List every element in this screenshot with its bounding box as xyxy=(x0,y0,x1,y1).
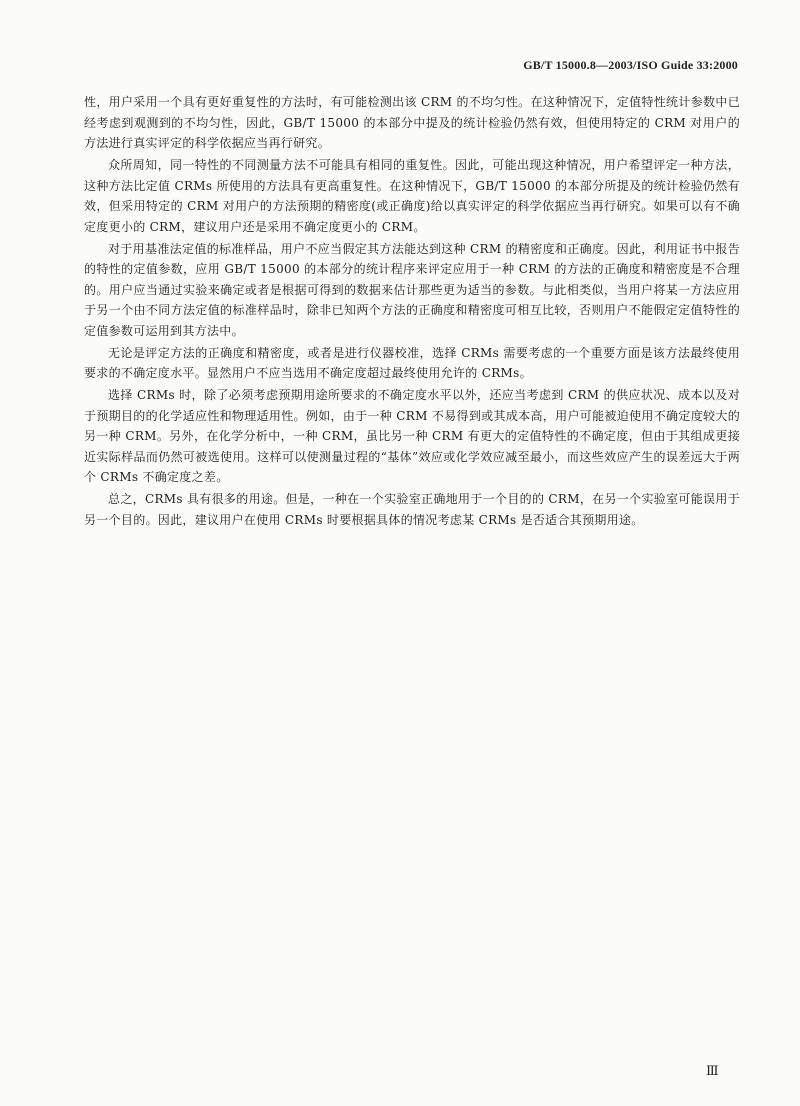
paragraph-6: 总之，CRMs 具有很多的用途。但是，一种在一个实验室正确地用于一个目的的 CRM，在另一个实验室可能误用于另一个目的。因此，建议用户在使用 CRMs 时要根据具体的情况考虑某 CRMs 是否适合其预期用途。 xyxy=(84,492,740,527)
body-text xyxy=(84,92,740,532)
paragraph-3: 对于用基准法定值的标准样品，用户不应当假定其方法能达到这种 CRM 的精密度和正确度。因此，利用证书中报告的特性的定值参数，应用 GB/T 15000 的本部分的统计程序来评定应用于一种 CRM 的方法的正确度和精密度是不合理的。用户应当通过实验来确定或者是根据可得到的数据来估计那些更为适当的参数。与此相类似，当用户将某一方法应用于另一个由不同方法定值的标准样品时，除非已知两个方法的正确度和精密度可相互比较，否则用户不能假定定值特性的定值参数可运用到其方法中。 xyxy=(84,241,740,338)
paragraph-1: 性，用户采用一个具有更好重复性的方法时，有可能检测出该 CRM 的不均匀性。在这种情况下，定值特性统计参数中已经考虑到观测到的不均匀性，因此，GB/T 15000 的本部分中提及的统计检验仍然有效，但使用特定的 CRM 对用户的方法进行真实评定的科学依据应当再行研究。 xyxy=(84,95,740,150)
paragraph-5: 选择 CRMs 时，除了必须考虑预期用途所要求的不确定度水平以外，还应当考虑到 CRM 的供应状况、成本以及对于预期目的的化学适应性和物理适用性。例如，由于一种 CRM 不易得到或其成本高，用户可能被迫使用不确定度较大的另一种 CRM。另外，在化学分析中，一种 CRM，虽比另一种 CRM 有更大的定值特性的不确定度，但由于其组成更接近实际样品而仍然可被选使用。这样可以使测量过程的“基体”效应或化学效应减至最小，而这些效应产生的误差远大于两个 CRMs 不确定度之差。 xyxy=(84,388,740,484)
paragraph-4: 无论是评定方法的正确度和精密度，或者是进行仪器校准，选择 CRMs 需要考虑的一个重要方面是该方法最终使用要求的不确定度水平。显然用户不应当选用不确定度超过最终使用允许的 CRMs。 xyxy=(84,345,740,380)
standard-code-header: GB/T 15000.8—2003/ISO Guide 33:2000 xyxy=(523,58,738,72)
page-number: Ⅲ xyxy=(706,1063,719,1078)
paragraph-2: 众所周知，同一特性的不同测量方法不可能具有相同的重复性。因此，可能出现这种情况，用户希望评定一种方法，这种方法比定值 CRMs 所使用的方法具有更高重复性。在这种情况下，GB/T 15000 的本部分所提及的统计检验仍然有效，但采用特定的 CRM 对用户的方法预期的精密度(或正确度)给以真实评定的科学依据应当再行研究。如果可以有不确定度更小的 CRM，建议用户还是采用不确定度更小的 CRM。 xyxy=(84,158,740,234)
